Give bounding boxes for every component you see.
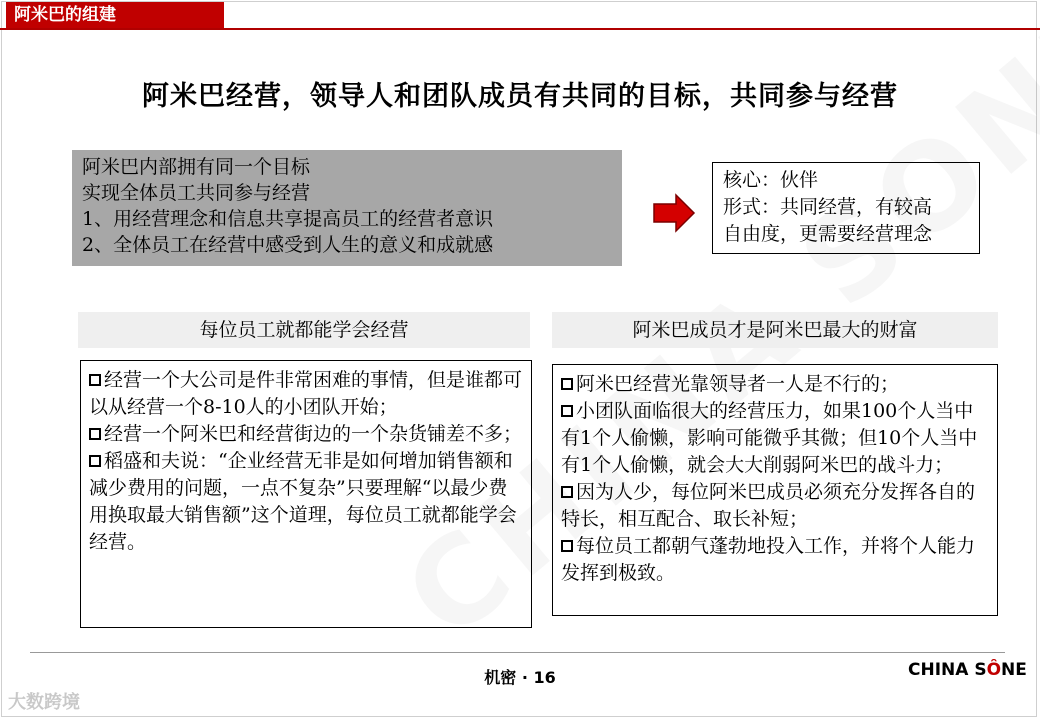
right-text-box	[552, 364, 998, 616]
square-bullet-icon	[89, 428, 101, 440]
list-item: 小团队面临很大的经营压力，如果100个人当中有1个人偷懒，影响可能微乎其微；但10个人当中有1个人偷懒，就会大大削弱阿米巴的战斗力；	[561, 400, 978, 476]
header-rule	[0, 28, 1040, 30]
square-bullet-icon	[89, 374, 101, 386]
list-item: 经营一个阿米巴和经营街边的一个杂货铺差不多；	[89, 421, 523, 448]
square-bullet-icon	[89, 455, 101, 467]
core-line: 形式：共同经营，有较高	[723, 196, 933, 218]
section-tab: 阿米巴的组建	[6, 2, 224, 28]
square-bullet-icon	[561, 540, 573, 552]
arrow-right-icon	[652, 193, 696, 233]
core-line: 自由度，更需要经营理念	[723, 223, 933, 245]
square-bullet-icon	[561, 378, 573, 390]
footer-rule	[30, 652, 1005, 653]
goal-line: 实现全体员工共同参与经营	[82, 182, 311, 204]
left-text-box	[80, 360, 532, 628]
goal-line: 1、用经营理念和信息共享提高员工的经营者意识	[82, 208, 494, 230]
list-item: 稻盛和夫说：“企业经营无非是如何增加销售额和减少费用的问题，一点不复杂”只要理解“以最少费用换取最大销售额”这个道理，每位员工就都能学会经营。	[89, 450, 517, 553]
page-number: 机密 · 16	[484, 668, 556, 687]
list-item: 阿米巴经营光靠领导者一人是不行的；	[561, 371, 989, 398]
square-bullet-icon	[561, 486, 573, 498]
square-bullet-icon	[561, 405, 573, 417]
corner-watermark: 大数跨境	[8, 692, 80, 713]
right-section-heading: 阿米巴成员才是阿米巴最大的财富	[552, 312, 998, 348]
list-item: 经营一个大公司是件非常困难的事情，但是谁都可以从经营一个8-10人的小团队开始；	[89, 369, 523, 418]
header-bar	[0, 0, 1040, 40]
core-line: 核心：伙伴	[723, 169, 819, 191]
goal-box	[72, 150, 622, 266]
list-item: 因为人少，每位阿米巴成员必须充分发挥各自的特长，相互配合、取长补短；	[561, 481, 976, 530]
core-box	[712, 162, 980, 254]
page-title: 阿米巴经营，领导人和团队成员有共同的目标，共同参与经营	[142, 81, 898, 112]
left-section-heading: 每位员工就都能学会经营	[78, 312, 530, 348]
goal-line: 2、全体员工在经营中感受到人生的意义和成就感	[82, 234, 494, 256]
list-item: 每位员工都朝气蓬勃地投入工作，并将个人能力发挥到极致。	[561, 535, 976, 584]
china-sone-logo: CHINA SȎNE	[908, 660, 1027, 680]
goal-line: 阿米巴内部拥有同一个目标	[82, 156, 311, 178]
